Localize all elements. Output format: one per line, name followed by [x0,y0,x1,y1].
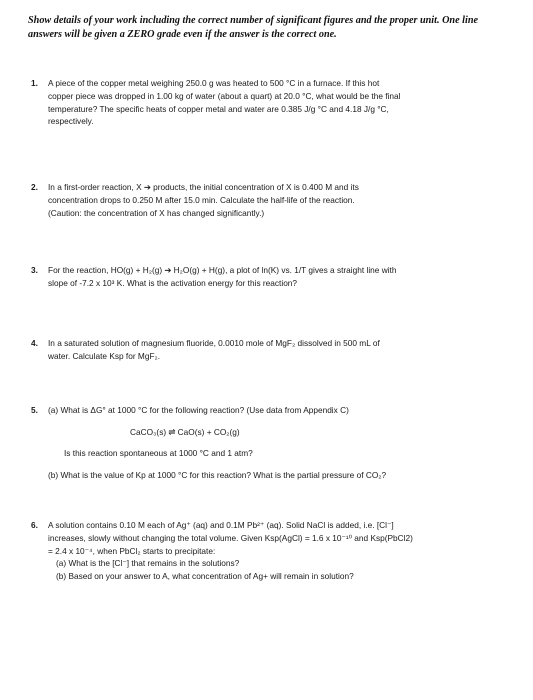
question-number: 5. [31,405,38,415]
reaction-equation: CaCO₃(s) ⇌ CaO(s) + CO₂(g) [130,426,240,437]
instructions-header: Show details of your work including the correct number of significant figures and the proper unit. One line answers will be given a ZERO grade even if the answer is the correct one. [28,15,479,40]
question-2 [31,181,488,219]
question-line: increases, slowly without changing the total volume. Given Ksp(AgCl) = 1.6 x 10⁻¹⁰ and Ksp(PbCl2) [48,532,413,543]
question-line: water. Calculate Ksp for MgF₂. [48,350,161,361]
question-line: = 2.4 x 10⁻⁴, when PbCl₂ starts to precipitate: [48,545,216,556]
question-number: 1. [31,78,38,88]
sub-question-a: (a) What is the [Cl⁻] that remains in the solutions? [56,558,240,569]
question-line: For the reaction, HO(g) + H₂(g) ➔ H₂O(g) + H(g), a plot of ln(K) vs. 1/T gives a straight line with [48,265,397,275]
question-line: In a first-order reaction, X ➔ products, the initial concentration of X is 0.400 M and its [48,182,359,192]
question-line: A piece of the copper metal weighing 250.0 g was heated to 500 °C in a furnace. If this hot [48,78,380,88]
question-line: copper piece was dropped in 1.00 kg of water (about a quart) at 20.0 °C, what would be the final [48,90,401,101]
question-1 [31,77,488,128]
question-number: 3. [31,265,38,275]
question-4 [31,337,488,363]
question-line: respectively. [48,116,94,127]
question-5 [31,404,488,482]
question-number: 4. [31,338,38,348]
question-number: 6. [31,520,38,530]
question-line: A solution contains 0.10 M each of Ag⁺ (aq) and 0.1M Pb²⁺ (aq). Solid NaCl is added, i.e. [Cl⁻] [48,520,394,530]
question-line: temperature? The specific heats of copper metal and water are 0.385 J/g °C and 4.18 J/g °C, [48,103,389,114]
question-line: (Caution: the concentration of X has changed significantly.) [48,207,265,218]
question-line: concentration drops to 0.250 M after 15.0 min. Calculate the half-life of the reaction. [48,194,355,205]
question-line: In a saturated solution of magnesium fluoride, 0.0010 mole of MgF₂ dissolved in 500 mL of [48,338,380,348]
spontaneity-question: Is this reaction spontaneous at 1000 °C and 1 atm? [64,447,253,458]
question-line: slope of -7.2 x 10³ K. What is the activation energy for this reaction? [48,277,298,288]
question-6 [31,519,488,583]
sub-question-b: (b) Based on your answer to A, what concentration of Ag+ will remain in solution? [56,571,354,582]
question-part-b: (b) What is the value of Kp at 1000 °C for this reaction? What is the partial pressure of CO₂? [48,470,387,481]
question-number: 2. [31,182,38,192]
question-part-a: (a) What is ΔG° at 1000 °C for the following reaction? (Use data from Appendix C) [48,405,349,415]
question-3 [31,264,488,290]
